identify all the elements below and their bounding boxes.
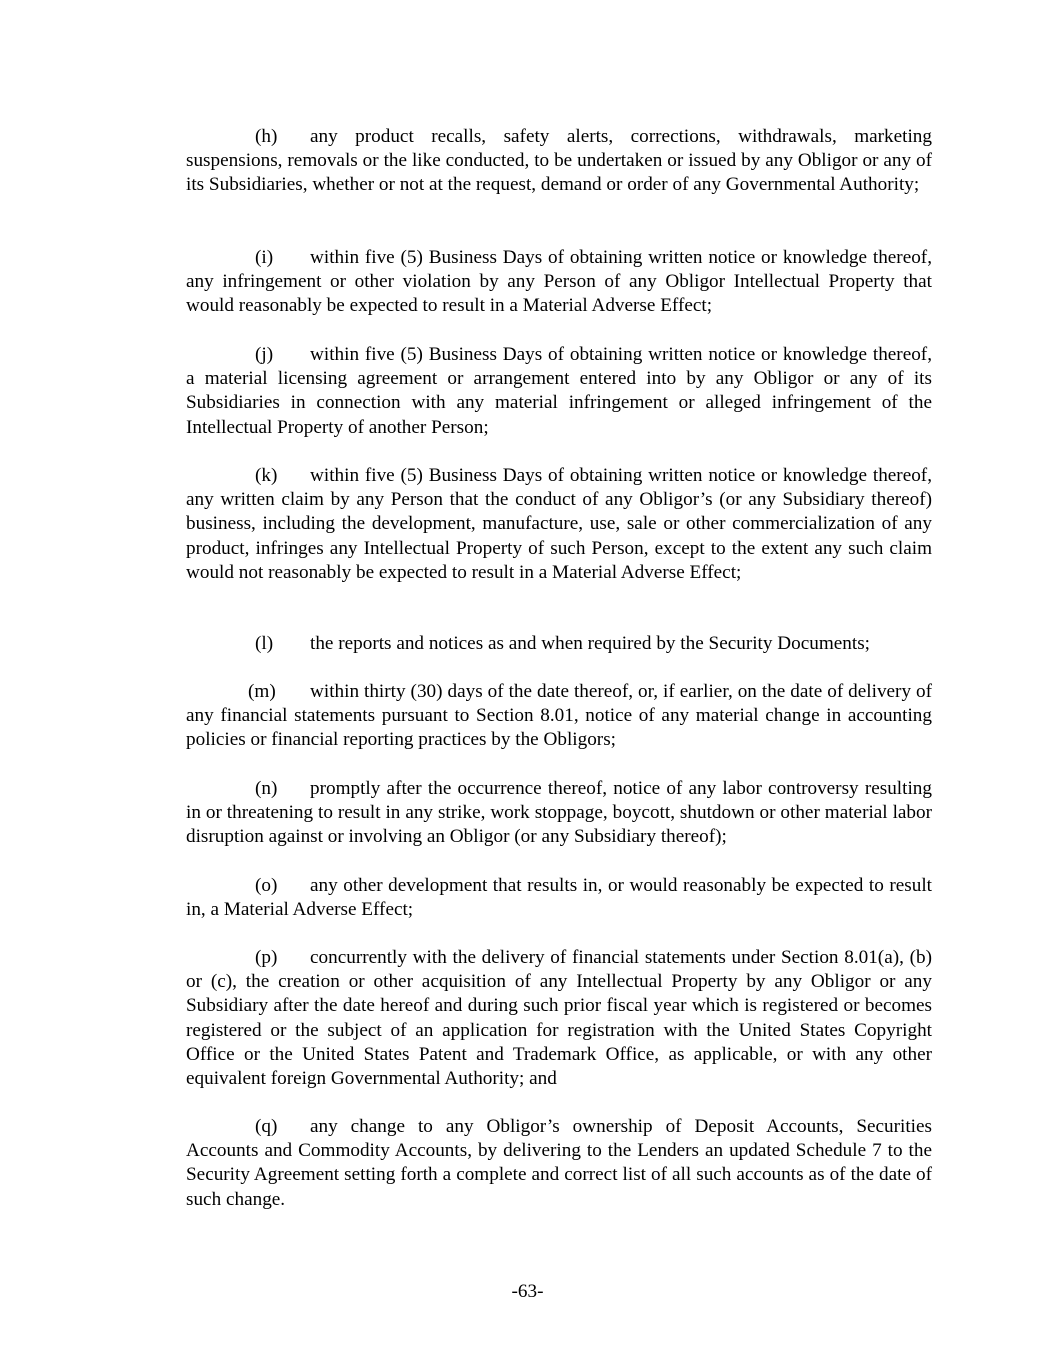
clause-text: within five (5) Business Days of obtaining written notice or knowledge thereof, a material licensing agreement or arrangement entered into by any Obligor or any of its Subsidiaries in connection with any material infringement or alleged infringement of the Intellectual Property of another Person; bbox=[186, 344, 932, 438]
clause-n bbox=[186, 777, 932, 850]
clause-marker: (h) bbox=[255, 126, 278, 147]
clause-marker: (l) bbox=[255, 633, 274, 654]
clause-marker: (j) bbox=[255, 344, 274, 365]
clause-marker: (k) bbox=[255, 465, 278, 486]
clause-text: concurrently with the delivery of financial statements under Section 8.01(a), (b) or (c), the creation or other acquisition of any Intellectual Property by any Obligor or any Subsidiary after the date hereof and during such prior fiscal year which is registered or becomes registered or the subject of an application for registration with the United States Copyright Office or the United States Patent and Trademark Office, as applicable, or with any other equivalent foreign Governmental Authority; and bbox=[186, 947, 932, 1090]
clause-i bbox=[186, 246, 932, 319]
page-number: -63- bbox=[511, 1281, 544, 1302]
clause-p bbox=[186, 946, 932, 1091]
clause-text: promptly after the occurrence thereof, notice of any labor controversy resulting in or threatening to result in any strike, work stoppage, boycott, shutdown or other material labor disruption against or involving an Obligor (or any Subsidiary thereof); bbox=[186, 778, 932, 848]
clause-marker: (m) bbox=[248, 681, 276, 702]
clause-marker: (p) bbox=[255, 947, 278, 968]
clause-q bbox=[186, 1115, 932, 1212]
clause-marker: (o) bbox=[255, 875, 278, 896]
clause-text: within five (5) Business Days of obtaining written notice or knowledge thereof, any written claim by any Person that the conduct of any Obligor’s (or any Subsidiary thereof) business, including the development, manufacture, use, sale or other commercialization of any product, infringes any Intellectual Property of such Person, except to the extent any such claim would not reasonably be expected to result in a Material Adverse Effect; bbox=[186, 465, 932, 583]
clause-text: within five (5) Business Days of obtaining written notice or knowledge thereof, any infringement or other violation by any Person of any Obligor Intellectual Property that would reasonably be expected to result in a Material Adverse Effect; bbox=[186, 247, 932, 317]
clause-text: any other development that results in, or would reasonably be expected to result in, a Material Adverse Effect; bbox=[186, 875, 932, 921]
clause-marker: (i) bbox=[255, 247, 274, 268]
clause-text: any change to any Obligor’s ownership of Deposit Accounts, Securities Accounts and Commodity Accounts, by delivering to the Lenders an updated Schedule 7 to the Security Agreement setting forth a complete and correct list of all such accounts as of the date of such change. bbox=[186, 1116, 932, 1210]
clause-j bbox=[186, 343, 932, 440]
clause-o bbox=[186, 874, 932, 922]
clause-k bbox=[186, 464, 932, 585]
clause-text: the reports and notices as and when required by the Security Documents; bbox=[310, 633, 871, 654]
clause-text: any product recalls, safety alerts, corrections, withdrawals, marketing suspensions, removals or the like conducted, to be undertaken or issued by any Obligor or any of its Subsidiaries, whether or not at the request, demand or order of any Governmental Authority; bbox=[186, 126, 932, 196]
clause-marker: (n) bbox=[255, 778, 278, 799]
clause-text: within thirty (30) days of the date thereof, or, if earlier, on the date of delivery of any financial statements pursuant to Section 8.01, notice of any material change in accounting policies or financial reporting practices by the Obligors; bbox=[186, 681, 932, 751]
clause-l bbox=[186, 632, 932, 656]
clause-h bbox=[186, 125, 932, 198]
clause-marker: (q) bbox=[255, 1116, 278, 1137]
clause-m bbox=[186, 680, 932, 753]
